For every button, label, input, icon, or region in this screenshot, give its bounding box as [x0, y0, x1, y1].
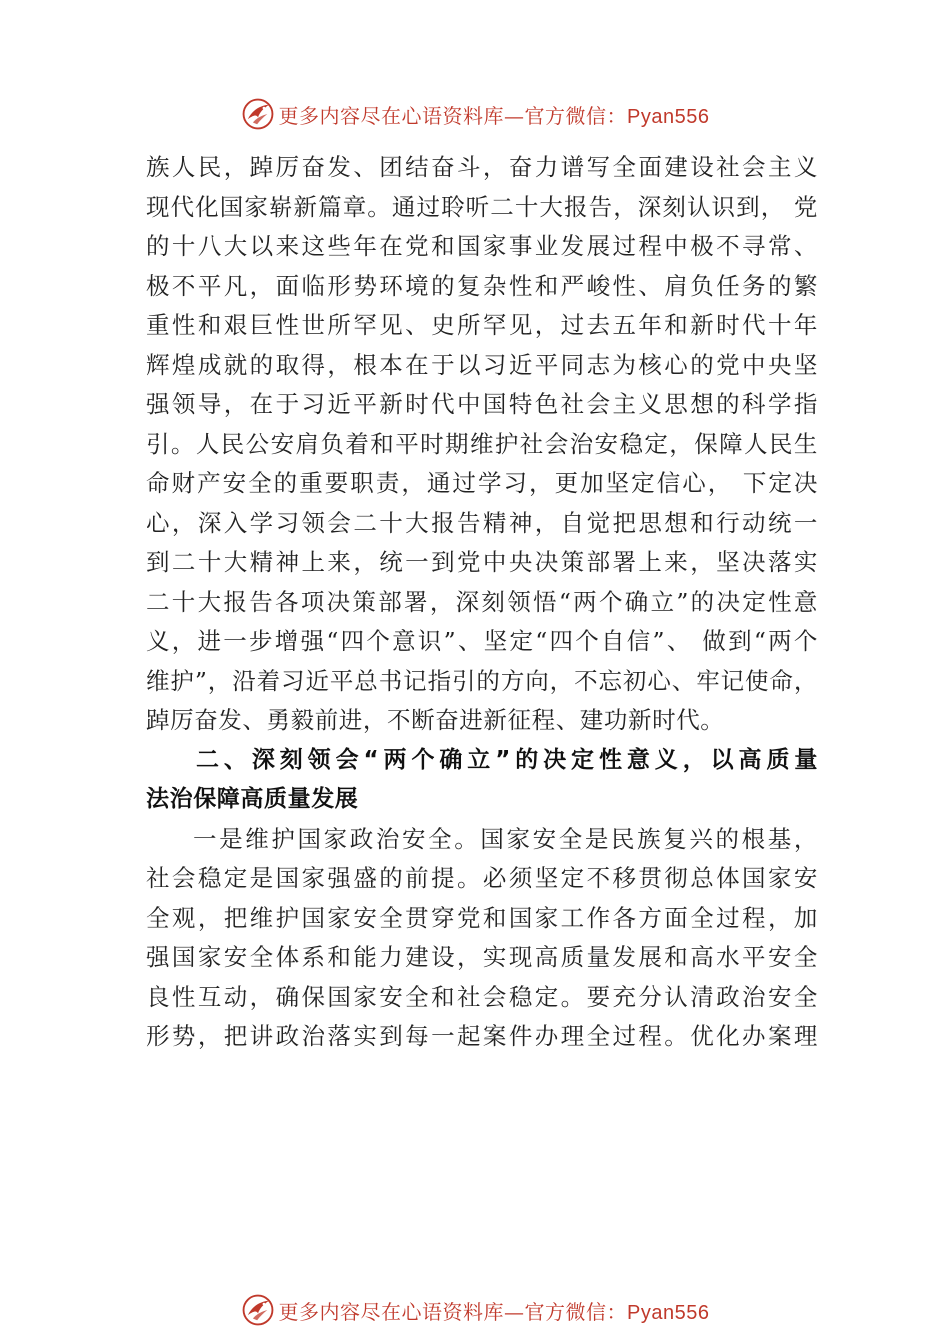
header-library-text: 更多内容尽在心语资料库: [278, 103, 505, 128]
body-line: 到二十大精神上来，统一到党中央决策部署上来，坚决落实: [146, 548, 818, 576]
body-line: 形势，把讲政治落实到每一起案件办理全过程。优化办案理: [146, 1022, 818, 1050]
body-line: 维护”，沿着习近平总书记指引的方向，不忘初心、牢记使命，: [146, 666, 818, 695]
header-separator: —: [504, 103, 525, 128]
footer-banner: [0, 1290, 950, 1330]
phoenix-logo-icon: [241, 97, 275, 131]
body-line: 一是维护国家政治安全。国家安全是民族复兴的根基，: [193, 824, 818, 853]
body-line: 心，深入学习领会二十大报告精神，自觉把思想和行动统一: [146, 508, 818, 537]
header-wechat-id: Pyan556: [627, 105, 710, 128]
body-line: 命财产安全的重要职责，通过学习，更加坚定信心， 下定决: [146, 469, 818, 497]
body-line: 的十八大以来这些年在党和国家事业发展过程中极不寻常、: [146, 232, 818, 260]
body-line: 族人民，踔厉奋发、团结奋斗，奋力谱写全面建设社会主义: [146, 153, 818, 181]
document-body: [146, 148, 818, 1057]
header-banner-text: [279, 100, 710, 129]
header-wechat-label: 官方微信：: [524, 103, 628, 128]
body-line: 义，进一步增强“四个意识”、坚定“四个自信”、 做到“两个: [146, 627, 818, 655]
footer-wechat-label: 官方微信：: [524, 1299, 628, 1324]
body-line: 全观，把维护国家安全贯穿党和国家工作各方面全过程，加: [146, 903, 818, 932]
body-line: 强领导，在于习近平新时代中国特色社会主义思想的科学指: [146, 390, 818, 418]
body-line: 踔厉奋发、勇毅前进，不断奋进新征程、建功新时代。: [146, 706, 725, 734]
body-line: 社会稳定是国家强盛的前提。必须坚定不移贯彻总体国家安: [146, 864, 818, 892]
footer-library-text: 更多内容尽在心语资料库: [278, 1299, 505, 1324]
footer-wechat-id: Pyan556: [627, 1301, 710, 1324]
body-line: 现代化国家崭新篇章。通过聆听二十大报告，深刻认识到， 党: [146, 192, 818, 221]
body-line: 辉煌成就的取得，根本在于以习近平同志为核心的党中央坚: [146, 350, 818, 379]
footer-banner-text: [279, 1296, 710, 1325]
header-banner: [0, 94, 950, 134]
phoenix-logo-icon: [241, 1293, 275, 1327]
body-line: 重性和艰巨性世所罕见、史所罕见，过去五年和新时代十年: [146, 311, 818, 339]
section-heading: 二、深刻领会“两个确立”的决定性意义，以高质量: [196, 746, 818, 773]
body-line: 极不平凡，面临形势环境的复杂性和严峻性、肩负任务的繁: [146, 271, 818, 300]
body-line: 强国家安全体系和能力建设，实现高质量发展和高水平安全: [146, 943, 818, 971]
body-line: 良性互动，确保国家安全和社会稳定。要充分认清政治安全: [146, 982, 818, 1011]
body-line: 引。人民公安肩负着和平时期维护社会治安稳定，保障人民生: [146, 429, 818, 458]
section-heading: 法治保障高质量发展: [146, 786, 359, 812]
body-line: 二十大报告各项决策部署，深刻领悟“两个确立”的决定性意: [146, 587, 818, 616]
footer-separator: —: [504, 1299, 525, 1324]
